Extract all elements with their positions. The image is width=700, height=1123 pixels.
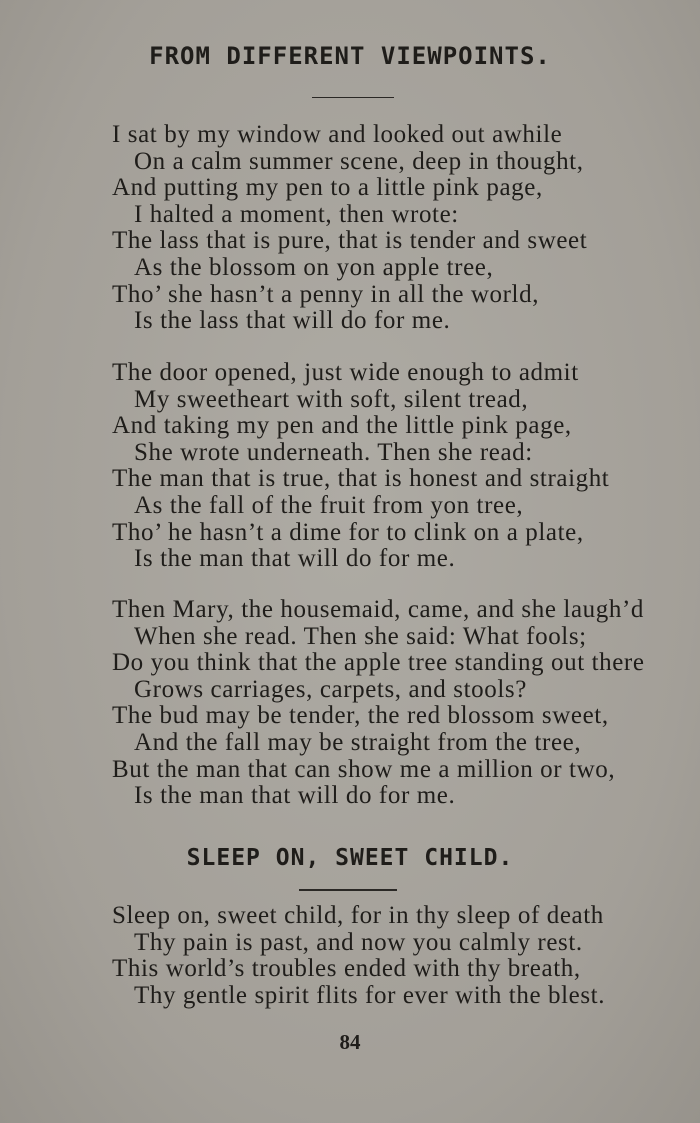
poem-line: This world’s troubles ended with thy breath,	[112, 955, 581, 983]
poem-line: Grows carriages, carpets, and stools?	[134, 675, 527, 703]
poem-line: Thy gentle spirit flits for ever with the blest.	[134, 981, 606, 1009]
poem-line: I sat by my window and looked out awhile	[112, 121, 563, 148]
poem-line: The door opened, just wide enough to admit	[112, 359, 579, 386]
poem-line: The man that is true, that is honest and straight	[112, 465, 610, 493]
poem-line: And putting my pen to a little pink page,	[112, 174, 543, 202]
poem-line: Sleep on, sweet child, for in thy sleep of death	[112, 902, 604, 929]
poem-line: Is the lass that will do for me.	[134, 307, 451, 335]
page-number: 84	[339, 1030, 361, 1054]
poem-line: She wrote underneath. Then she read:	[134, 438, 533, 466]
poem-line: Thy pain is past, and now you calmly rest.	[134, 928, 583, 956]
poem-line: And taking my pen and the little pink page,	[112, 412, 572, 440]
poem-title-sleep-on-sweet-child: SLEEP ON, SWEET CHILD.	[186, 845, 514, 871]
stanza-3	[0, 597, 700, 810]
poem-line: On a calm summer scene, deep in thought,	[134, 147, 584, 175]
title-rule	[299, 889, 397, 891]
poem-line: Is the man that will do for me.	[134, 545, 456, 573]
poem-line: The lass that is pure, that is tender and sweet	[112, 227, 588, 255]
poem-line: My sweetheart with soft, silent tread,	[134, 385, 529, 413]
poem-line: Then Mary, the housemaid, came, and she laugh’d	[112, 596, 644, 623]
poem-line: Tho’ he hasn’t a dime for to clink on a plate,	[112, 518, 584, 546]
poem-line: As the blossom on yon apple tree,	[134, 253, 494, 281]
poem-line: Tho’ she hasn’t a penny in all the world,	[112, 280, 540, 308]
stanza-2	[0, 360, 700, 573]
poem-line: The bud may be tender, the red blossom sweet,	[112, 702, 609, 730]
poem-title-from-different-viewpoints: FROM DIFFERENT VIEWPOINTS.	[149, 42, 551, 70]
stanza-1	[0, 122, 700, 335]
poem-line: When she read. Then she said: What fools;	[134, 622, 587, 650]
poem-line: But the man that can show me a million or two,	[112, 755, 616, 783]
poem-line: Do you think that the apple tree standing out there	[112, 649, 645, 677]
poem-line: As the fall of the fruit from yon tree,	[134, 491, 524, 519]
title-rule	[312, 97, 394, 98]
poem-line: And the fall may be straight from the tree,	[134, 728, 582, 756]
poem-line: Is the man that will do for me.	[134, 782, 456, 810]
poem-line: I halted a moment, then wrote:	[134, 200, 459, 228]
stanza-4	[0, 903, 700, 1009]
